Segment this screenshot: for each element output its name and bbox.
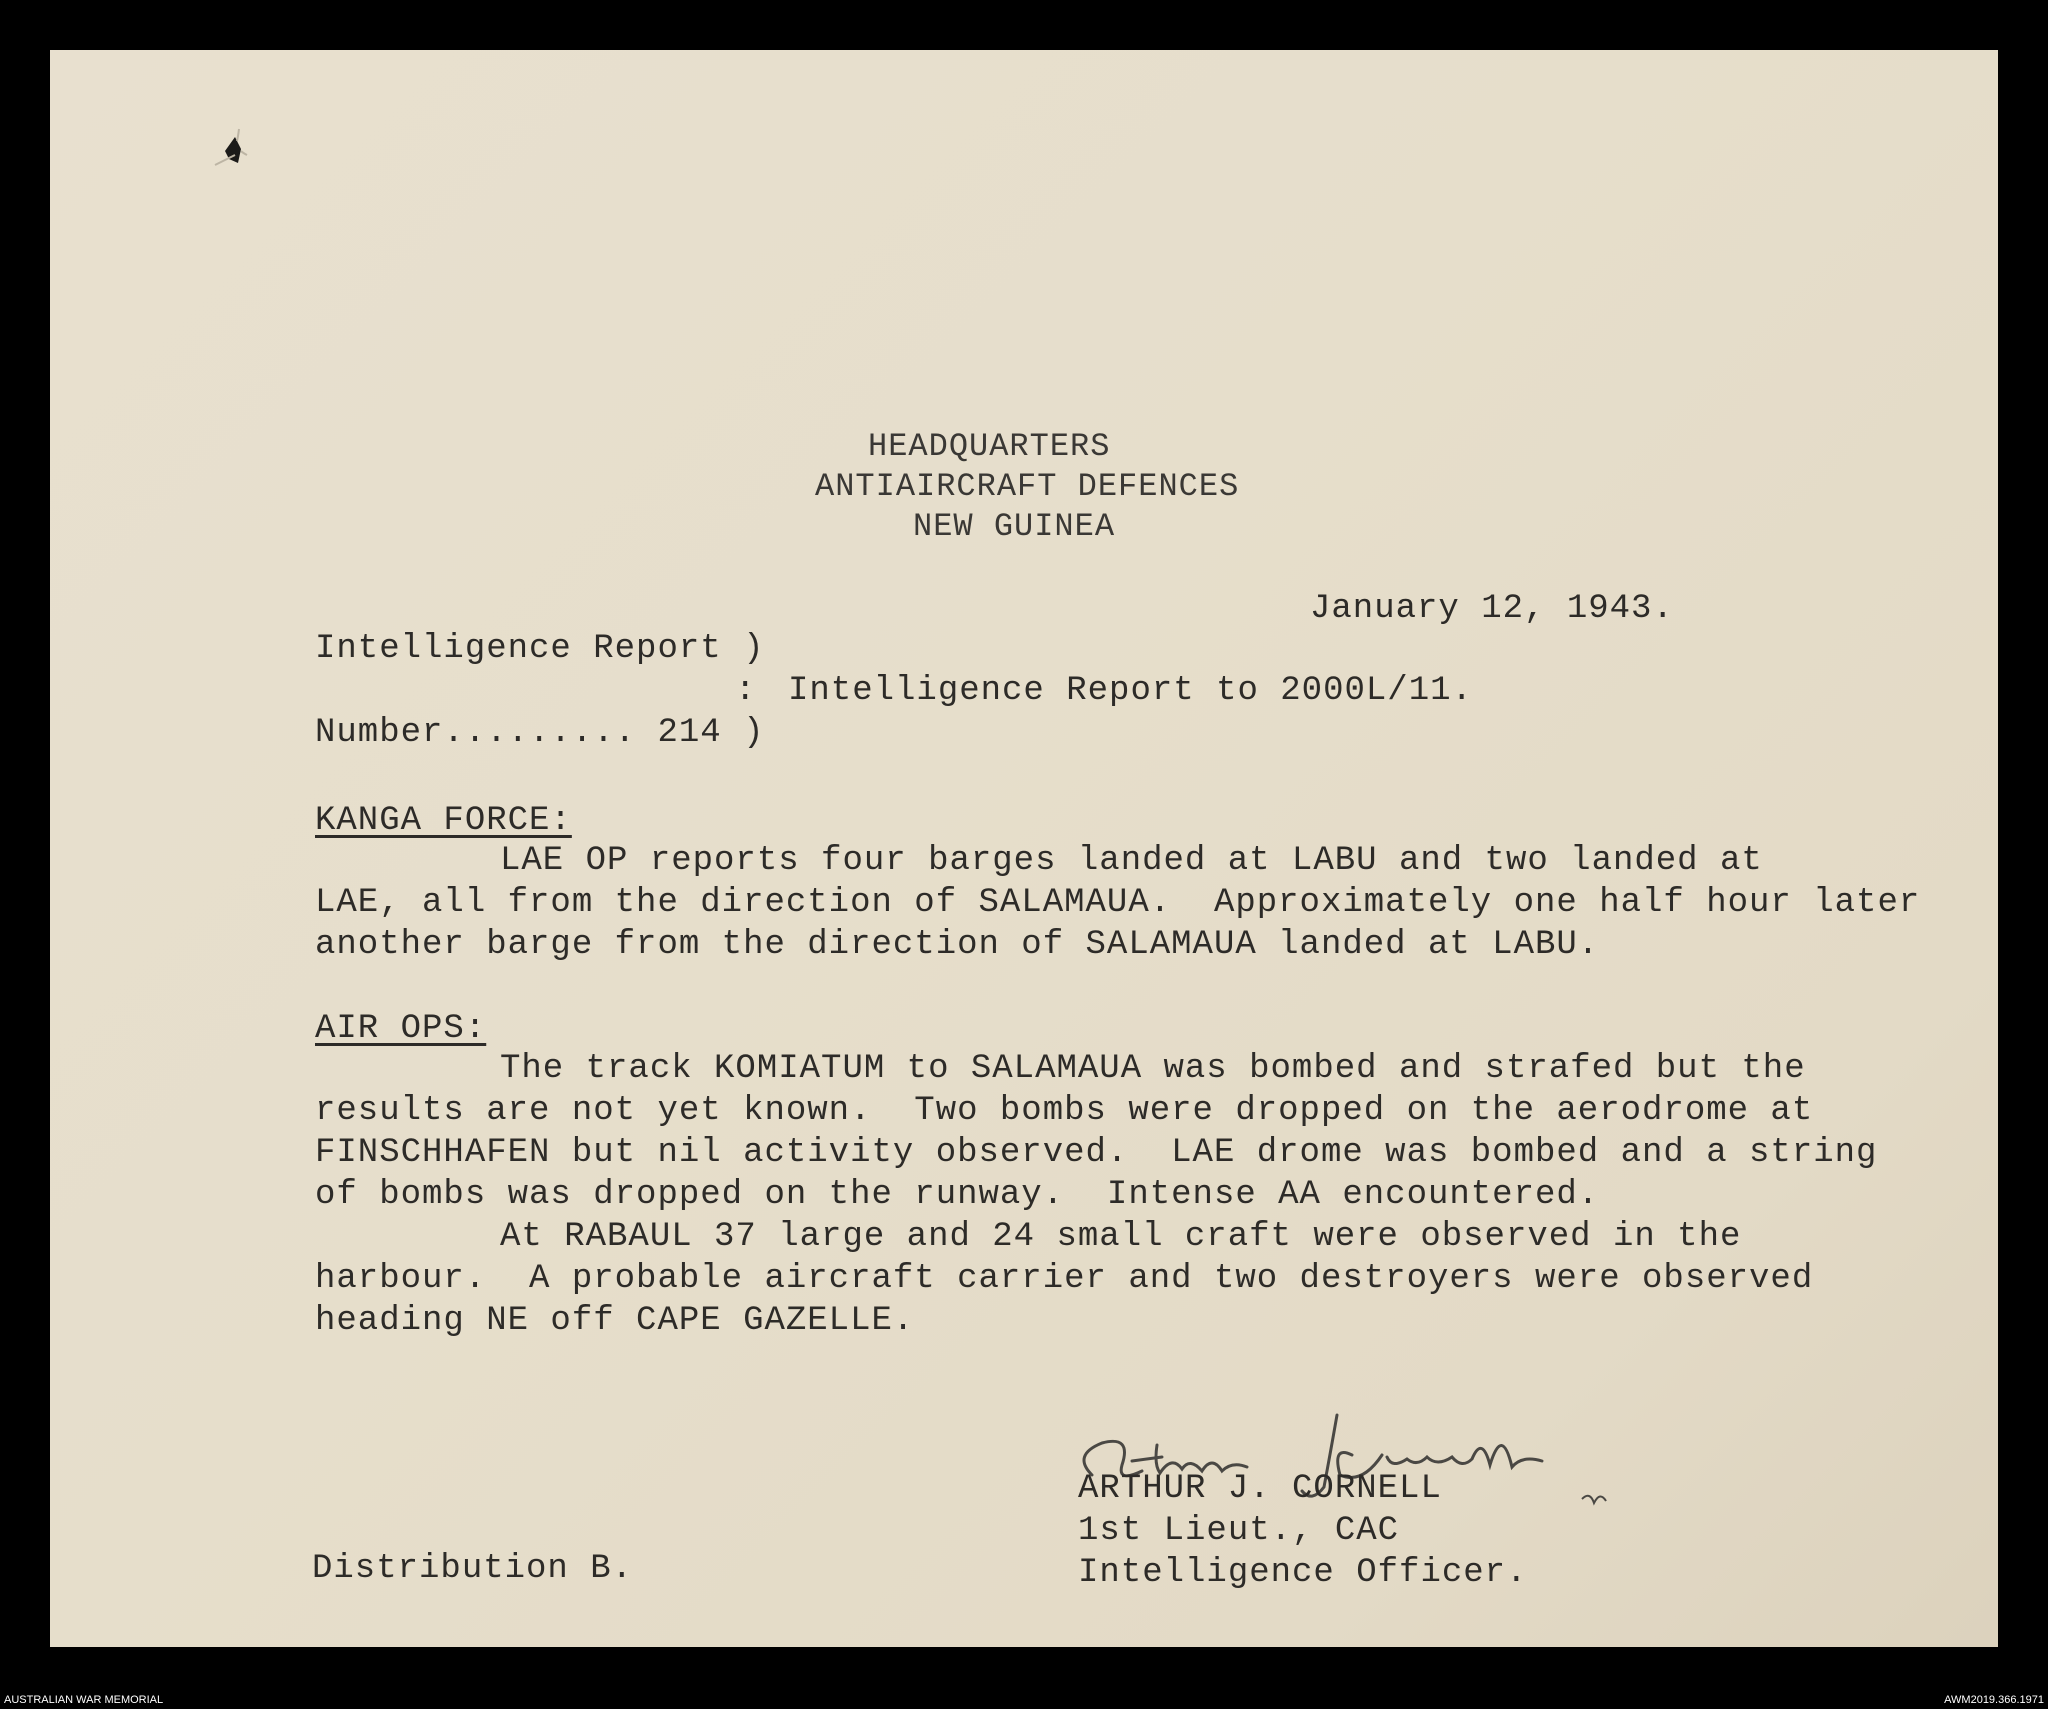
kanga-line-3: another barge from the direction of SALAMAUA landed at LABU. xyxy=(315,926,1600,964)
distribution: Distribution B. xyxy=(312,1550,634,1588)
airops-line-3: FINSCHHAFEN but nil activity observed. LAE drome was bombed and a string xyxy=(315,1134,1878,1172)
airops-line-6: harbour. A probable aircraft carrier and two destroyers were observed xyxy=(315,1260,1814,1298)
header-unit: ANTIAIRCRAFT DEFENCES xyxy=(815,468,1240,505)
airops-line-2: results are not yet known. Two bombs were dropped on the aerodrome at xyxy=(315,1092,1814,1130)
airops-line-4: of bombs was dropped on the runway. Intense AA encountered. xyxy=(315,1176,1600,1214)
report-subject: Intelligence Report to 2000L/11. xyxy=(788,672,1473,710)
header-location: NEW GUINEA xyxy=(913,508,1116,545)
document-page xyxy=(50,50,1998,1647)
airops-line-7: heading NE off CAPE GAZELLE. xyxy=(315,1302,915,1340)
report-label-line1: Intelligence Report ) xyxy=(315,630,765,668)
report-number: Number......... 214 ) xyxy=(315,714,765,752)
kanga-line-1: LAE OP reports four barges landed at LABU and two landed at xyxy=(500,842,1763,880)
airops-line-5: At RABAUL 37 large and 24 small craft were observed in the xyxy=(500,1218,1742,1256)
section-heading-air-ops: AIR OPS: xyxy=(315,1010,487,1048)
report-date: January 12, 1943. xyxy=(1310,590,1674,628)
airops-line-1: The track KOMIATUM to SALAMAUA was bombed and strafed but the xyxy=(500,1050,1806,1088)
signatory-title: Intelligence Officer. xyxy=(1078,1554,1528,1592)
report-colon: : xyxy=(735,672,757,710)
archive-caption-right: AWM2019.366.1971 xyxy=(1944,1694,2044,1706)
header-headquarters: HEADQUARTERS xyxy=(868,428,1111,465)
archive-caption-left: AUSTRALIAN WAR MEMORIAL xyxy=(4,1694,164,1706)
kanga-line-2: LAE, all from the direction of SALAMAUA. Approximately one half hour later xyxy=(315,884,1921,922)
paper-puncture xyxy=(205,115,265,185)
signatory-name: ARTHUR J. CORNELL xyxy=(1078,1470,1442,1508)
signatory-rank: 1st Lieut., CAC xyxy=(1078,1512,1400,1550)
section-heading-kanga-force: KANGA FORCE: xyxy=(315,802,572,840)
